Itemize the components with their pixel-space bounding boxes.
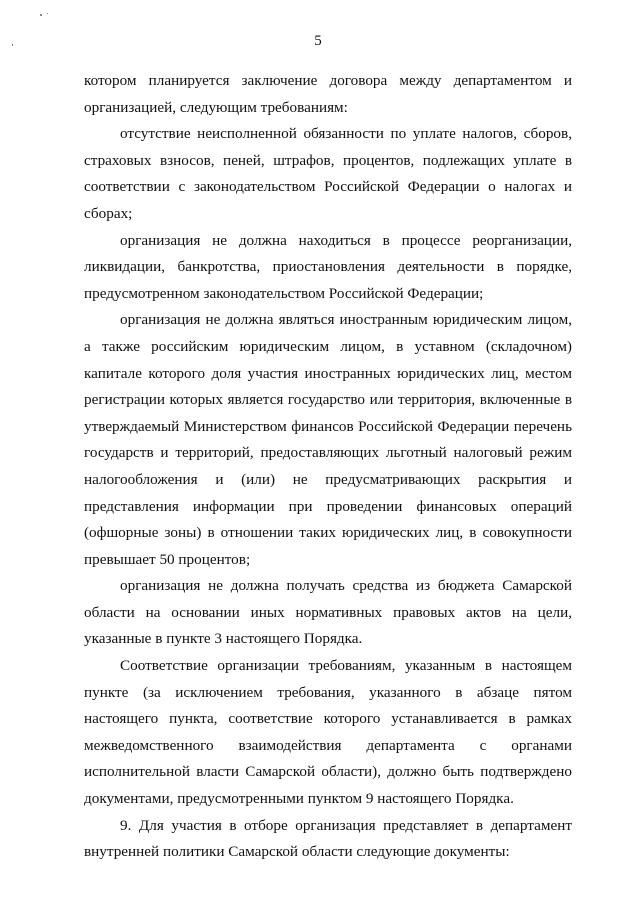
paragraph-tax-arrears: отсутствие неисполненной обязанности по уплате налогов, сборов, страховых взносов, пеней, штрафов, процентов, подлежащих уплате в соответствии с законодательством Российской Федерации о налогах и сборах; [84, 125, 572, 222]
document-body [84, 68, 572, 866]
page-number: 5 [314, 33, 322, 49]
paragraph-budget-funds: организация не должна получать средства из бюджета Самарской области на основании иных нормативных правовых актов на цели, указанные в пункте 3 настоящего Порядка. [84, 577, 572, 648]
paragraph-reorganization: организация не должна находиться в процессе реорганизации, ликвидации, банкротства, приостановления деятельности в порядке, предусмотренном законодательством Российской Федерации; [84, 231, 572, 302]
paragraph-compliance: Соответствие организации требованиям, указанным в настоящем пункте (за исключением требования, указанного в абзаце пятом настоящего пункта, соответствие которого устанавливается в рамках межведомственного взаимодействия департамента с органами исполнительной власти Самарской области), должно быть подтверждено документами, предусмотренными пунктом 9 настоящего Порядка. [84, 657, 572, 808]
paragraph-item-9: 9. Для участия в отборе организация представляет в департамент внутренней политики Самарской области следующие документы: [84, 816, 572, 861]
scan-speck [47, 13, 48, 14]
paragraph-foreign-entity: организация не должна являться иностранным юридическим лицом, а также российским юридическим лицом, в уставном (складочном) капитале которого доля участия иностранных юридических лиц, местом регистрации которых является государство или территория, включенные в утверждаемый Министерством финансов Российской Федерации перечень государств и территорий, предоставляющих льготный налоговый режим налогообложения и (или) не предусматривающих раскрытия и представления информации при проведении финансовых операций (офшорные зоны) в отношении таких юридических лиц, в совокупности превышает 50 процентов; [84, 311, 572, 568]
paragraph-continuation: котором планируется заключение договора между департаментом и организацией, следующим требованиям: [84, 72, 572, 116]
scan-speck [40, 14, 42, 16]
